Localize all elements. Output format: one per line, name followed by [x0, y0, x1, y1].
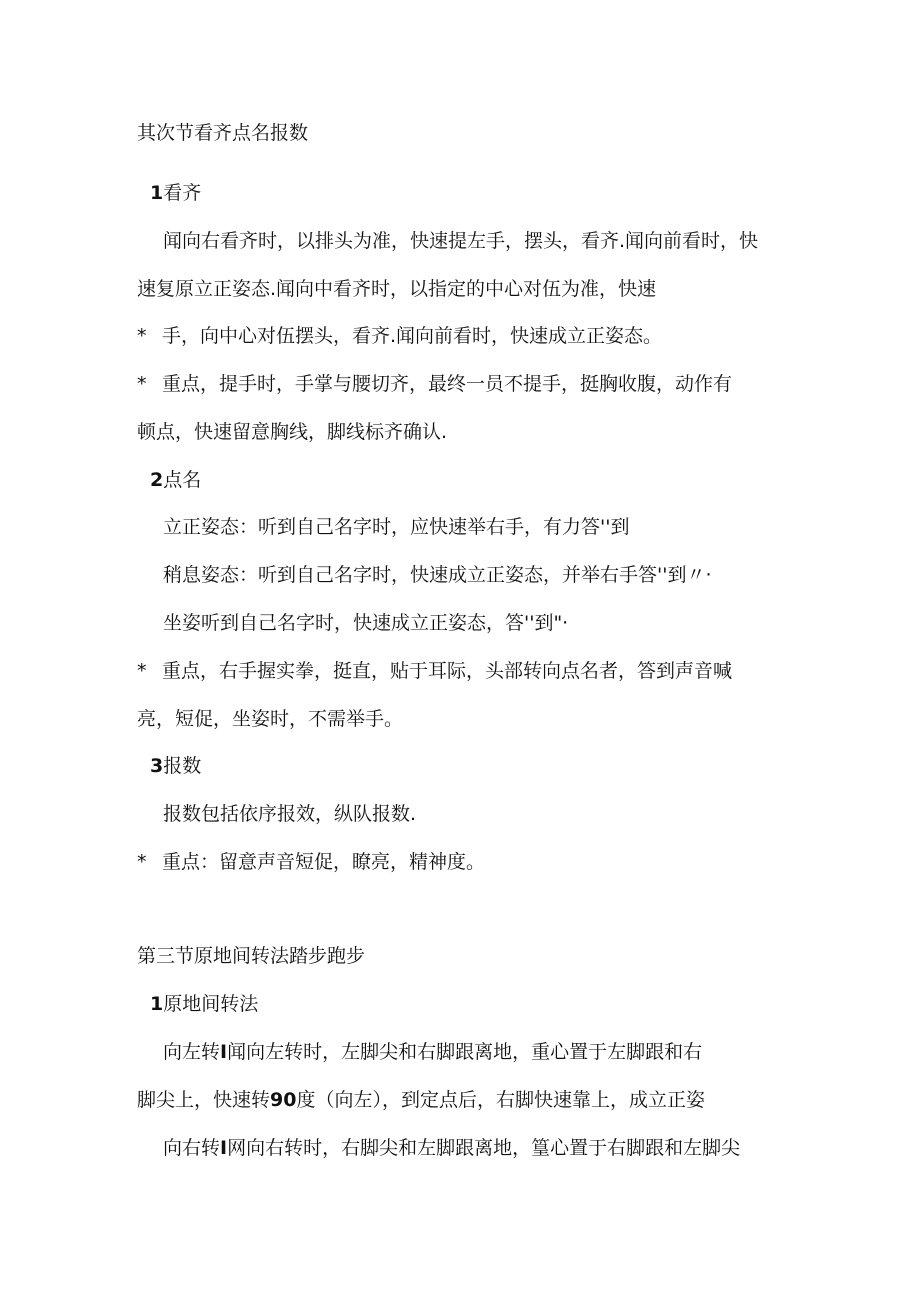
- subheading-number: 2: [150, 469, 164, 491]
- subheading-title: 点名: [163, 469, 202, 491]
- paragraph: [137, 1087, 705, 1113]
- section-heading: 其次节看齐点名报数: [137, 122, 309, 144]
- bullet-marker: *: [137, 373, 147, 395]
- paragraph: 亮，短促，坐姿时，不需举手。: [137, 708, 404, 730]
- bullet-text: 重点，提手时，手掌与腰切齐，最终一员不提手，挺胸收腹，动作有: [162, 373, 733, 395]
- text-pre: 脚尖上，快速转: [137, 1089, 271, 1111]
- bullet-text: 重点，右手握实拳，挺直，贴于耳际，头部转向点名者，答到声音喊: [162, 660, 733, 682]
- paragraph: [163, 1039, 702, 1065]
- paragraph: 顿点，快速留意胸线，脚线标齐确认.: [137, 421, 448, 443]
- degree-number: 90: [270, 1089, 297, 1111]
- term-lead: 向右转: [163, 1137, 221, 1159]
- subheading-title: 报数: [163, 755, 202, 777]
- subheading-number: 1: [150, 993, 164, 1015]
- subheading-title: 看齐: [163, 182, 202, 204]
- bullet-text: 重点：留意声音短促，瞭亮，精神度。: [162, 851, 486, 873]
- term-text: 网向右转时，右脚尖和左脚跟离地，篁心置于右脚跟和左脚尖: [227, 1137, 741, 1159]
- subheading-number: 1: [150, 182, 164, 204]
- text-post: 度（向左），到定点后，右脚快速靠上，成立正姿: [296, 1089, 705, 1111]
- term-mark: I: [220, 1041, 228, 1063]
- bullet-text: 手，向中心对伍摆头，看齐.闻向前看时，快速成立正姿态。: [162, 325, 663, 347]
- subheading-3: [150, 753, 201, 779]
- subheading-title: 原地间转法: [163, 993, 259, 1015]
- subheading-1: [150, 180, 201, 206]
- term-lead: 向左转: [163, 1041, 221, 1063]
- paragraph: 坐姿听到自己名字时，快速成立正姿态，答''到"·: [163, 612, 569, 634]
- bullet-marker: *: [137, 325, 147, 347]
- bullet-marker: *: [137, 851, 147, 873]
- paragraph: 闻向右看齐时，以排头为准，快速提左手，摆头，看齐.闻向前看时，快: [163, 230, 759, 252]
- paragraph: 立正姿态：听到自己名字时，应快速举右手，有力答''到: [163, 516, 630, 538]
- paragraph: 稍息姿态：听到自己名字时，快速成立正姿态，并举右手答''到〃·: [163, 564, 712, 586]
- paragraph: [163, 1135, 740, 1161]
- section-heading: 第三节原地间转法踏步跑步: [137, 945, 366, 967]
- paragraph: 报数包括依序报效，纵队报数.: [163, 803, 417, 825]
- subheading-1: [150, 991, 258, 1017]
- subheading-number: 3: [150, 755, 164, 777]
- subheading-2: [150, 467, 201, 493]
- term-mark: I: [220, 1137, 228, 1159]
- paragraph: 速复原立正姿态.闻向中看齐时，以指定的中心对伍为准，快速: [137, 278, 657, 300]
- bullet-marker: *: [137, 660, 147, 682]
- term-text: 闻向左转时，左脚尖和右脚跟离地，重心置于左脚跟和右: [227, 1041, 703, 1063]
